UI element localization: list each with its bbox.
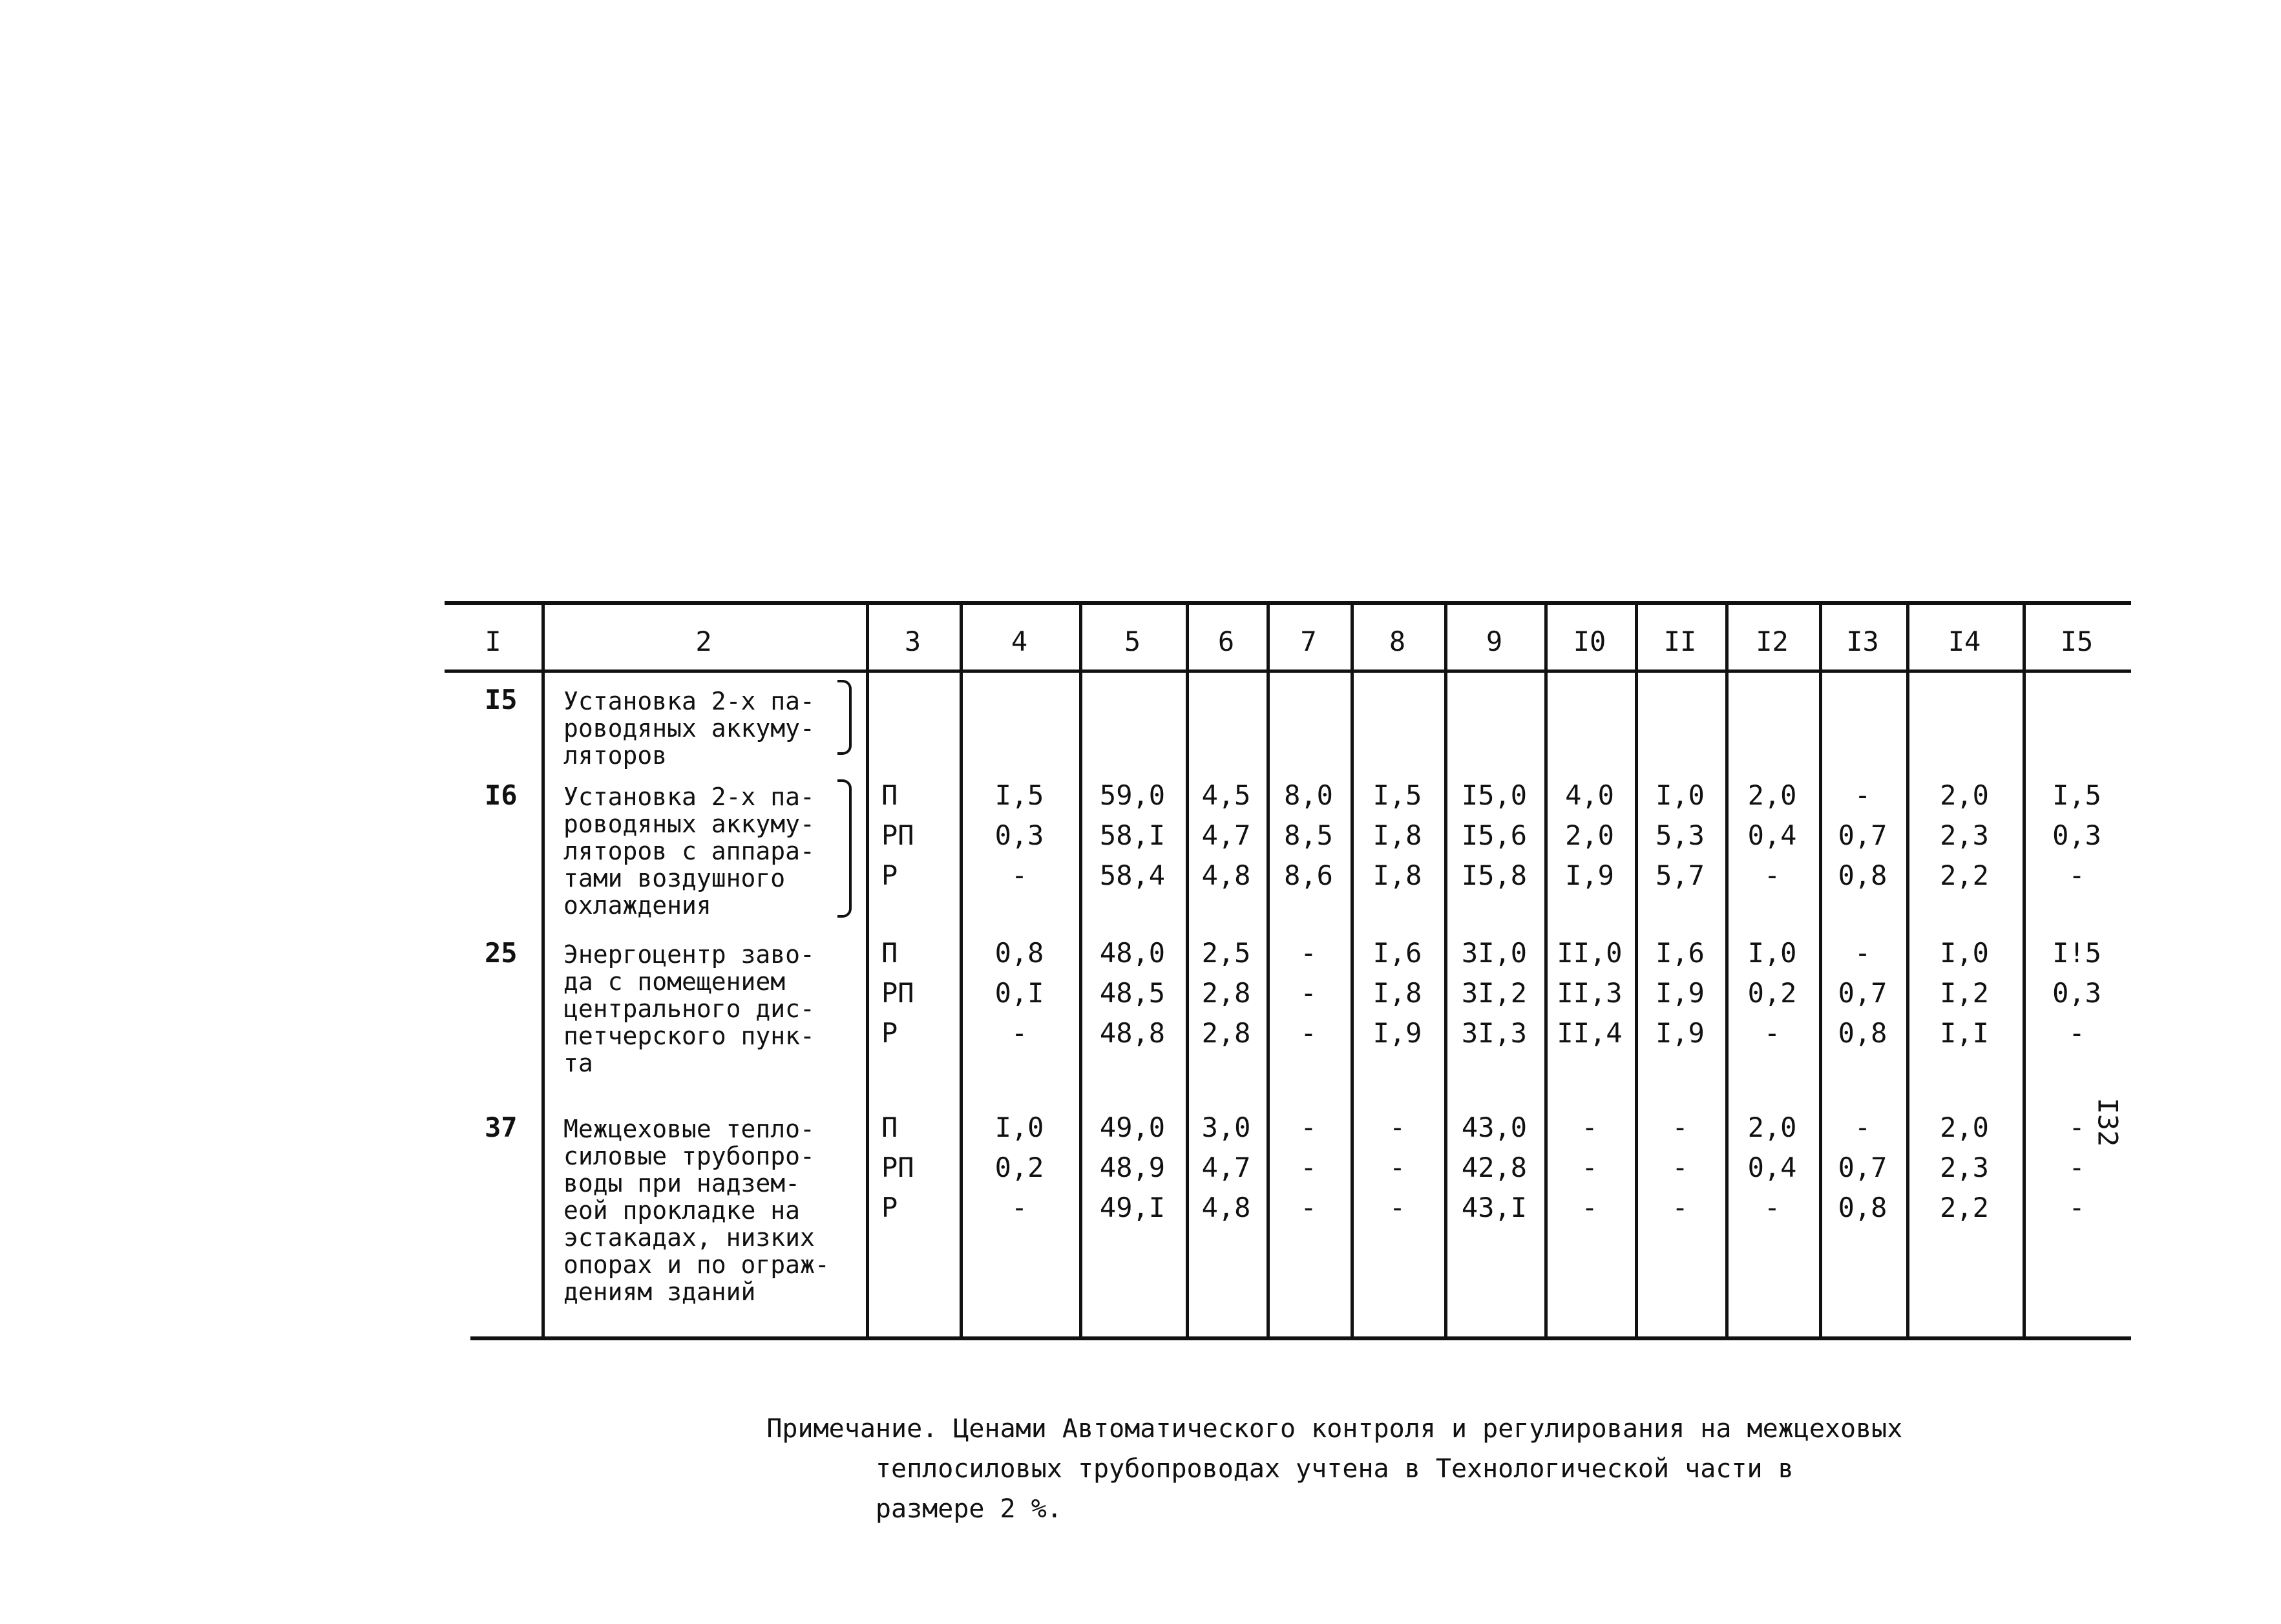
table-cell: 43,0 [1461,1112,1528,1143]
column-header: I3 [1846,626,1879,657]
table-cell: 0,7 [1838,819,1887,851]
table-cell: - [2068,1112,2085,1143]
footnote-label: Примечание. [766,1414,938,1444]
table-cell: 0,3 [2052,819,2101,851]
table-cell: 2,3 [1940,819,1989,851]
table-cell: - [1300,977,1317,1009]
table-cell: II,3 [1557,977,1623,1009]
table-cell: - [1011,1192,1028,1223]
table-cell: 49,0 [1099,1112,1166,1143]
table-cell: 0,8 [1838,1017,1887,1049]
table-cell: 0,I [994,977,1044,1009]
row-number: 37 [485,1112,518,1143]
table-cell: II,0 [1557,937,1623,969]
table-cell: - [1389,1112,1406,1143]
table-cell: I,I [1940,1017,1989,1049]
table-cell: - [2068,1192,2085,1223]
grouping-brace [837,779,852,918]
table-cell: 59,0 [1099,779,1166,811]
table-cell: 4,7 [1201,819,1251,851]
table-cell: 2,2 [1940,1192,1989,1223]
column-header: I [485,626,501,657]
column-header: 9 [1486,626,1503,657]
table-cell: - [1581,1152,1598,1183]
table-cell: Р [881,1017,898,1049]
table-cell: - [1300,1152,1317,1183]
table-cell: 0,3 [994,819,1044,851]
column-header: I4 [1948,626,1981,657]
table-cell: - [1672,1152,1688,1183]
table-cell: - [1854,937,1871,969]
row-description: Энергоцентр заво- да с помещением центрального дис- петчерского пунк- та [563,940,815,1077]
table-cell: 2,0 [1940,779,1989,811]
column-divider [1444,605,1447,1338]
table-cell: 2,3 [1940,1152,1989,1183]
table-cell: 8,5 [1284,819,1333,851]
table-top-rule [445,601,2131,605]
table-cell: I,5 [1372,779,1422,811]
table-cell: 48,9 [1099,1152,1166,1183]
column-divider [1906,605,1909,1338]
table-cell: I,0 [1747,937,1797,969]
column-header: 4 [1011,626,1028,657]
table-cell: 2,5 [1201,937,1251,969]
column-divider [1267,605,1270,1338]
column-divider [960,605,963,1338]
column-divider [1351,605,1354,1338]
table-cell: I,8 [1372,859,1422,891]
table-cell: 8,6 [1284,859,1333,891]
column-header: I0 [1573,626,1606,657]
table-cell: 49,I [1099,1192,1166,1223]
column-divider [1635,605,1638,1338]
column-header: 7 [1300,626,1317,657]
table-cell: 43,I [1461,1192,1528,1223]
column-divider [1079,605,1082,1338]
table-cell: 0,7 [1838,1152,1887,1183]
table-cell: I,6 [1372,937,1422,969]
table-cell: 4,5 [1201,779,1251,811]
table-cell: - [1763,859,1781,891]
table-cell: РП [881,1152,914,1183]
table-cell: 3,0 [1201,1112,1251,1143]
row-number: 25 [485,937,518,969]
table-cell: 2,0 [1747,1112,1797,1143]
column-divider [1544,605,1548,1338]
row-description: Межцеховые тепло- силовые трубопро- воды при надзем- еой прокладке на эстакадах, низких опорах и по ограж- дениям зданий [563,1115,830,1306]
table-cell: - [1854,779,1871,811]
table-cell: 5,7 [1656,859,1705,891]
table-cell: - [2068,1152,2085,1183]
table-cell: I,0 [1656,779,1705,811]
table-cell: 0,8 [1838,859,1887,891]
table-cell: 48,0 [1099,937,1166,969]
table-cell: 0,2 [994,1152,1044,1183]
table-cell: 4,8 [1201,1192,1251,1223]
table-cell: - [1300,937,1317,969]
table-cell: - [1300,1112,1317,1143]
table-cell: I5,0 [1461,779,1528,811]
footnote-text: Ценами Автоматического контроля и регулирования на межцеховых теплосиловых трубопроводах учтена в Технологической части в размере 2 %. [875,1414,1903,1524]
table-cell: - [1763,1017,1781,1049]
table-cell: - [1672,1112,1688,1143]
table-cell: I,2 [1940,977,1989,1009]
table-cell: - [1581,1192,1598,1223]
table-cell: II,4 [1557,1017,1623,1049]
table-cell: П [881,937,898,969]
table-cell: - [1672,1192,1688,1223]
table-cell: I5,6 [1461,819,1528,851]
table-cell: I,9 [1656,977,1705,1009]
table-cell: 2,0 [1565,819,1614,851]
table-cell: 48,8 [1099,1017,1166,1049]
header-bottom-rule [445,670,2131,673]
table-cell: - [1300,1017,1317,1049]
column-header: II [1663,626,1697,657]
table-cell: 0,2 [1747,977,1797,1009]
table-cell: 0,7 [1838,977,1887,1009]
table-cell: - [2068,1017,2085,1049]
column-header: 3 [904,626,921,657]
table-cell: - [1011,859,1028,891]
row-description: Установка 2-х па- роводяных аккуму- ляторов [563,687,815,770]
table-cell: РП [881,819,914,851]
column-header: I2 [1756,626,1789,657]
table-cell: I,5 [2052,779,2101,811]
row-number: I5 [485,684,518,715]
table-cell: П [881,779,898,811]
column-header: 5 [1124,626,1141,657]
column-divider [2023,605,2026,1338]
table-cell: 2,0 [1747,779,1797,811]
column-header: 8 [1389,626,1406,657]
table-cell: I,0 [994,1112,1044,1143]
table-cell: 2,2 [1940,859,1989,891]
column-header: 6 [1217,626,1235,657]
table-cell: - [1300,1192,1317,1223]
table-cell: 2,0 [1940,1112,1989,1143]
column-divider [541,605,545,1338]
table-cell: I,8 [1372,819,1422,851]
table-cell: Р [881,1192,898,1223]
footnote [704,1369,1902,1569]
table-cell: I,5 [994,779,1044,811]
table-cell: 8,0 [1284,779,1333,811]
table-cell: I,9 [1372,1017,1422,1049]
table-cell: 2,8 [1201,977,1251,1009]
table-cell: 5,3 [1656,819,1705,851]
grouping-brace [837,680,852,755]
column-divider [1725,605,1729,1338]
table-cell: РП [881,977,914,1009]
table-cell: 3I,3 [1461,1017,1528,1049]
table-cell: I5,8 [1461,859,1528,891]
column-divider [866,605,869,1338]
table-cell: П [881,1112,898,1143]
table-cell: 58,I [1099,819,1166,851]
table-cell: - [1011,1017,1028,1049]
table-cell: 4,7 [1201,1152,1251,1183]
table-bottom-rule [470,1336,2131,1340]
table-cell: I,9 [1656,1017,1705,1049]
table-cell: 0,3 [2052,977,2101,1009]
table-cell: 2,8 [1201,1017,1251,1049]
table-cell: I,8 [1372,977,1422,1009]
column-divider [1186,605,1189,1338]
table-cell: - [1581,1112,1598,1143]
table-cell: I,0 [1940,937,1989,969]
column-header: I5 [2060,626,2094,657]
table-cell: 48,5 [1099,977,1166,1009]
table-cell: 0,4 [1747,819,1797,851]
row-number: I6 [485,779,518,811]
column-divider [1819,605,1822,1338]
table-cell: I!5 [2052,937,2101,969]
column-header: 2 [695,626,712,657]
table-cell: - [1389,1192,1406,1223]
table-cell: I,9 [1565,859,1614,891]
table-cell: 3I,0 [1461,937,1528,969]
table-cell: - [1389,1152,1406,1183]
table-cell: 4,0 [1565,779,1614,811]
table-cell: Р [881,859,898,891]
table-cell: I,6 [1656,937,1705,969]
table-cell: 0,8 [994,937,1044,969]
table-cell: - [1763,1192,1781,1223]
page-number: I32 [2092,1097,2124,1147]
table-cell: 3I,2 [1461,977,1528,1009]
table-cell: 4,8 [1201,859,1251,891]
table-cell: - [2068,859,2085,891]
table-cell: - [1854,1112,1871,1143]
row-description: Установка 2-х па- роводяных аккуму- ляторов с аппара- тами воздушного охлаждения [563,783,815,920]
table-cell: 42,8 [1461,1152,1528,1183]
table-cell: 0,8 [1838,1192,1887,1223]
table-cell: 58,4 [1099,859,1166,891]
table-cell: 0,4 [1747,1152,1797,1183]
